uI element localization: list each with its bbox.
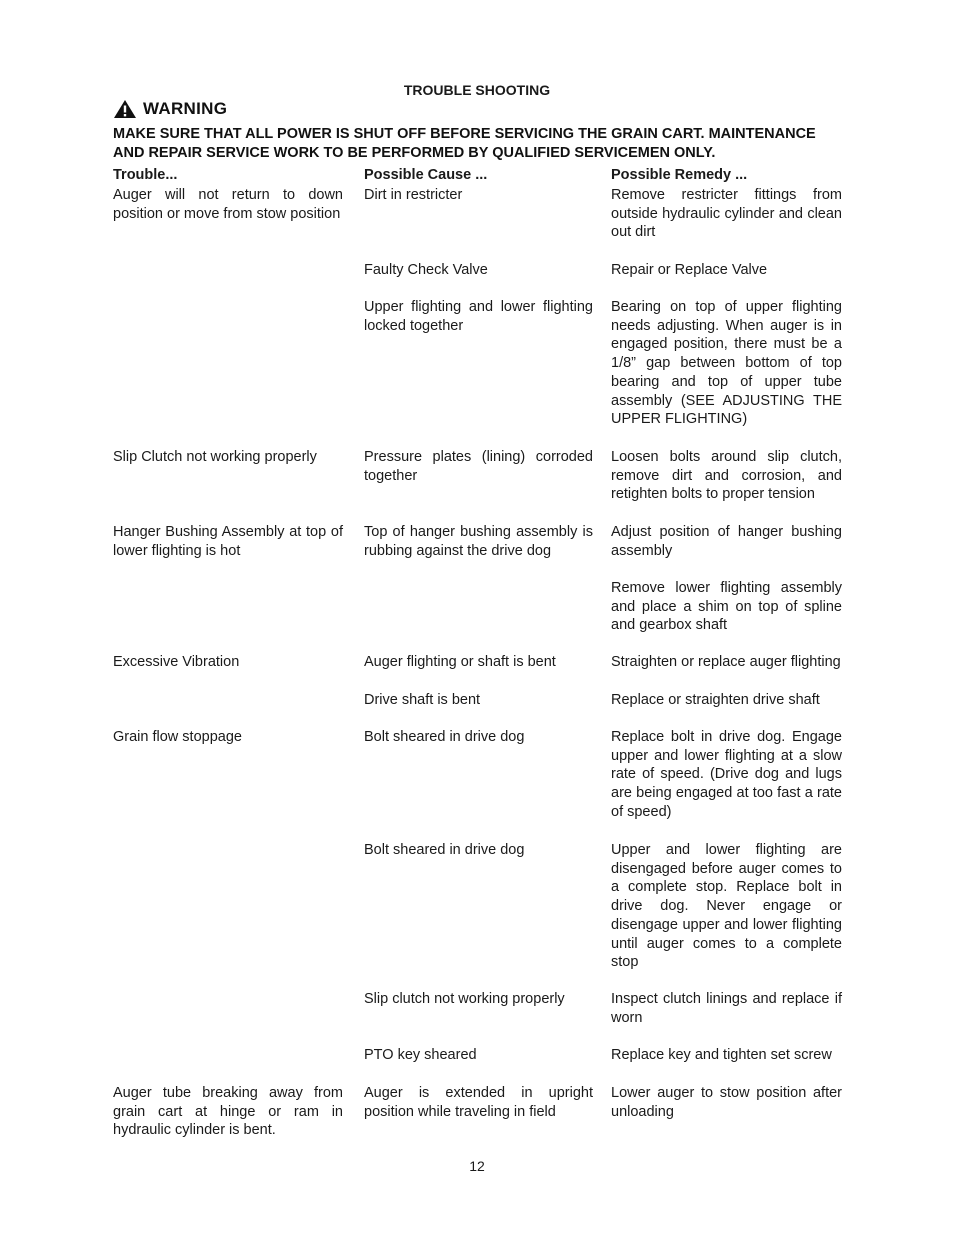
row-2-cause: Upper flighting and lower flighting locked together bbox=[364, 299, 593, 334]
row-12-trouble: Auger tube breaking away from grain cart at hinge or ram in hydraulic cylinder is bent. bbox=[113, 1085, 343, 1139]
warning-icon bbox=[113, 99, 137, 119]
row-3-remedy: Loosen bolts around slip clutch, remove dirt and corrosion, and retighten bolts to proper tension bbox=[611, 449, 842, 503]
header-trouble: Trouble... bbox=[113, 167, 178, 183]
row-4-remedy: Adjust position of hanger bushing assembly bbox=[611, 524, 842, 559]
row-0-remedy: Remove restricter fittings from outside hydraulic cylinder and clean out dirt bbox=[611, 187, 842, 241]
page-title: TROUBLE SHOOTING bbox=[403, 82, 551, 98]
row-10-cause: Slip clutch not working properly bbox=[364, 991, 565, 1007]
row-1-remedy: Repair or Replace Valve bbox=[611, 262, 768, 278]
row-3-cause: Pressure plates (lining) corroded together bbox=[364, 449, 593, 484]
row-0-cause: Dirt in restricter bbox=[364, 187, 463, 203]
row-5-remedy: Remove lower flighting assembly and place a shim on top of spline and gearbox shaft bbox=[611, 580, 842, 634]
warning-banner bbox=[113, 99, 227, 119]
row-4-cause: Top of hanger bushing assembly is rubbing against the drive dog bbox=[364, 524, 593, 559]
row-12-remedy: Lower auger to stow position after unloading bbox=[611, 1085, 842, 1120]
warning-label: WARNING bbox=[143, 99, 228, 118]
row-9-remedy: Upper and lower flighting are disengaged before auger comes to a complete stop. Replace bolt in drive dog. Never engage or disengage upper and lower flighting until auger comes to a complete stop bbox=[611, 842, 842, 971]
row-10-remedy: Inspect clutch linings and replace if worn bbox=[611, 991, 842, 1026]
warning-message: MAKE SURE THAT ALL POWER IS SHUT OFF BEFORE SERVICING THE GRAIN CART. MAINTENANCE AND REPAIR SERVICE WORK TO BE PERFORMED BY QUALIFIED SERVICEMEN ONLY. bbox=[113, 126, 816, 161]
row-8-trouble: Grain flow stoppage bbox=[113, 729, 242, 745]
row-12-cause: Auger is extended in upright position while traveling in field bbox=[364, 1085, 593, 1120]
row-6-trouble: Excessive Vibration bbox=[113, 654, 240, 670]
row-2-remedy: Bearing on top of upper flighting needs adjusting. When auger is in engaged position, there must be a 1/8” gap between bottom of top bearing and top of upper tube assembly (SEE ADJUSTING THE UPPER FLIGHTING) bbox=[611, 299, 842, 428]
row-8-remedy: Replace bolt in drive dog. Engage upper and lower flighting at a slow rate of speed. (Drive dog and lugs are being engaged at too fast a rate of speed) bbox=[611, 729, 842, 820]
row-11-cause: PTO key sheared bbox=[364, 1047, 477, 1063]
header-cause: Possible Cause ... bbox=[364, 167, 488, 183]
row-1-cause: Faulty Check Valve bbox=[364, 262, 488, 278]
row-7-cause: Drive shaft is bent bbox=[364, 692, 481, 708]
row-3-trouble: Slip Clutch not working properly bbox=[113, 449, 317, 465]
row-4-trouble: Hanger Bushing Assembly at top of lower flighting is hot bbox=[113, 524, 343, 559]
row-9-cause: Bolt sheared in drive dog bbox=[364, 842, 525, 858]
row-0-trouble: Auger will not return to down position or move from stow position bbox=[113, 187, 343, 222]
row-7-remedy: Replace or straighten drive shaft bbox=[611, 692, 820, 708]
row-6-remedy: Straighten or replace auger flighting bbox=[611, 654, 841, 670]
row-11-remedy: Replace key and tighten set screw bbox=[611, 1047, 832, 1063]
header-remedy: Possible Remedy ... bbox=[611, 167, 748, 183]
page-number: 12 bbox=[469, 1158, 485, 1174]
row-8-cause: Bolt sheared in drive dog bbox=[364, 729, 525, 745]
row-6-cause: Auger flighting or shaft is bent bbox=[364, 654, 556, 670]
